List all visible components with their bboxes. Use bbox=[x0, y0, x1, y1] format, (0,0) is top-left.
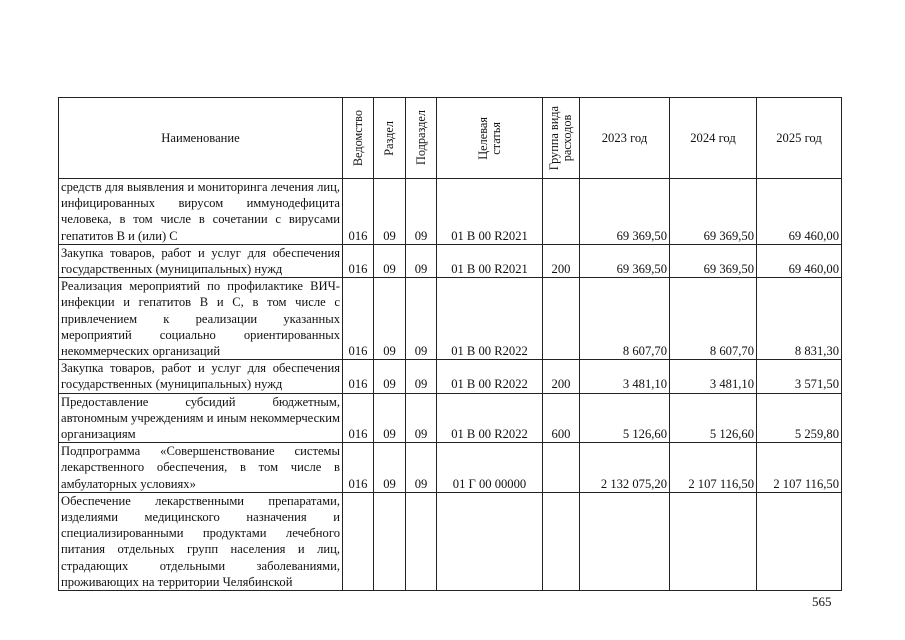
row-dept: 016 bbox=[343, 179, 374, 245]
row-group bbox=[543, 492, 580, 590]
row-dept: 016 bbox=[343, 443, 374, 493]
row-2025: 69 460,00 bbox=[757, 244, 842, 277]
header-2024: 2024 год bbox=[670, 98, 757, 179]
table-row bbox=[59, 360, 842, 393]
row-target: 01 Г 00 00000 bbox=[437, 443, 543, 493]
row-2024: 3 481,10 bbox=[670, 360, 757, 393]
row-2023: 3 481,10 bbox=[580, 360, 670, 393]
row-subsection: 09 bbox=[406, 443, 437, 493]
table-row bbox=[59, 244, 842, 277]
row-subsection bbox=[406, 492, 437, 590]
row-2025: 69 460,00 bbox=[757, 179, 842, 245]
row-subsection: 09 bbox=[406, 360, 437, 393]
row-2024 bbox=[670, 492, 757, 590]
row-target: 01 В 00 R2022 bbox=[437, 393, 543, 443]
row-2023: 2 132 075,20 bbox=[580, 443, 670, 493]
row-2025 bbox=[757, 492, 842, 590]
row-name: средств для выявления и мониторинга лечения лиц, инфицированных вирусом иммунодефицита человека, в том числе в сочетании с вирусами гепатитов В и (или) С bbox=[59, 179, 343, 245]
row-group: 200 bbox=[543, 244, 580, 277]
row-2025: 3 571,50 bbox=[757, 360, 842, 393]
row-2024: 5 126,60 bbox=[670, 393, 757, 443]
row-2024: 69 369,50 bbox=[670, 244, 757, 277]
header-group: Группа вида расходов bbox=[543, 98, 580, 179]
row-group: 200 bbox=[543, 360, 580, 393]
row-2023: 8 607,70 bbox=[580, 278, 670, 360]
row-section: 09 bbox=[374, 278, 406, 360]
row-section: 09 bbox=[374, 179, 406, 245]
row-group: 600 bbox=[543, 393, 580, 443]
header-section: Раздел bbox=[374, 98, 406, 179]
row-2024: 8 607,70 bbox=[670, 278, 757, 360]
row-dept bbox=[343, 492, 374, 590]
row-dept: 016 bbox=[343, 360, 374, 393]
header-2023: 2023 год bbox=[580, 98, 670, 179]
header-target: Целевая статья bbox=[437, 98, 543, 179]
row-name: Обеспечение лекарственными препаратами, изделиями медицинского назначения и специализированными продуктами лечебного питания отдельных групп населения и лиц, страдающих отдельными заболеваниями, проживающих на территории Челябинской bbox=[59, 492, 343, 590]
row-dept: 016 bbox=[343, 244, 374, 277]
row-name: Закупка товаров, работ и услуг для обеспечения государственных (муниципальных) нужд bbox=[59, 244, 343, 277]
row-2023: 69 369,50 bbox=[580, 244, 670, 277]
row-2024: 69 369,50 bbox=[670, 179, 757, 245]
row-group bbox=[543, 179, 580, 245]
row-target: 01 В 00 R2021 bbox=[437, 179, 543, 245]
table-row bbox=[59, 393, 842, 443]
table-row bbox=[59, 443, 842, 493]
row-section: 09 bbox=[374, 360, 406, 393]
row-2024: 2 107 116,50 bbox=[670, 443, 757, 493]
row-2023: 69 369,50 bbox=[580, 179, 670, 245]
row-dept: 016 bbox=[343, 278, 374, 360]
row-target: 01 В 00 R2022 bbox=[437, 360, 543, 393]
table-row bbox=[59, 492, 842, 590]
header-row bbox=[59, 98, 842, 179]
row-section: 09 bbox=[374, 443, 406, 493]
row-2023 bbox=[580, 492, 670, 590]
row-2023: 5 126,60 bbox=[580, 393, 670, 443]
header-name: Наименование bbox=[59, 98, 343, 179]
row-section bbox=[374, 492, 406, 590]
row-dept: 016 bbox=[343, 393, 374, 443]
budget-table bbox=[58, 97, 842, 591]
row-section: 09 bbox=[374, 244, 406, 277]
row-subsection: 09 bbox=[406, 393, 437, 443]
row-name: Реализация мероприятий по профилактике ВИЧ-инфекции и гепатитов В и С, в том числе с привлечением к реализации указанных мероприятий социально ориентированных некоммерческих организаций bbox=[59, 278, 343, 360]
row-name: Подпрограмма «Совершенствование системы лекарственного обеспечения, в том числе в амбулаторных условиях» bbox=[59, 443, 343, 493]
row-name: Предоставление субсидий бюджетным, автономным учреждениям и иным некоммерческим организациям bbox=[59, 393, 343, 443]
row-2025: 5 259,80 bbox=[757, 393, 842, 443]
row-section: 09 bbox=[374, 393, 406, 443]
header-subsection: Подраздел bbox=[406, 98, 437, 179]
row-group bbox=[543, 278, 580, 360]
row-group bbox=[543, 443, 580, 493]
row-2025: 2 107 116,50 bbox=[757, 443, 842, 493]
page-number: 565 bbox=[812, 594, 832, 609]
row-2025: 8 831,30 bbox=[757, 278, 842, 360]
row-subsection: 09 bbox=[406, 244, 437, 277]
row-target: 01 В 00 R2021 bbox=[437, 244, 543, 277]
row-target: 01 В 00 R2022 bbox=[437, 278, 543, 360]
header-2025: 2025 год bbox=[757, 98, 842, 179]
header-dept: Ведомство bbox=[343, 98, 374, 179]
row-name: Закупка товаров, работ и услуг для обеспечения государственных (муниципальных) нужд bbox=[59, 360, 343, 393]
row-subsection: 09 bbox=[406, 278, 437, 360]
table-row bbox=[59, 179, 842, 245]
row-subsection: 09 bbox=[406, 179, 437, 245]
table-row bbox=[59, 278, 842, 360]
row-target bbox=[437, 492, 543, 590]
